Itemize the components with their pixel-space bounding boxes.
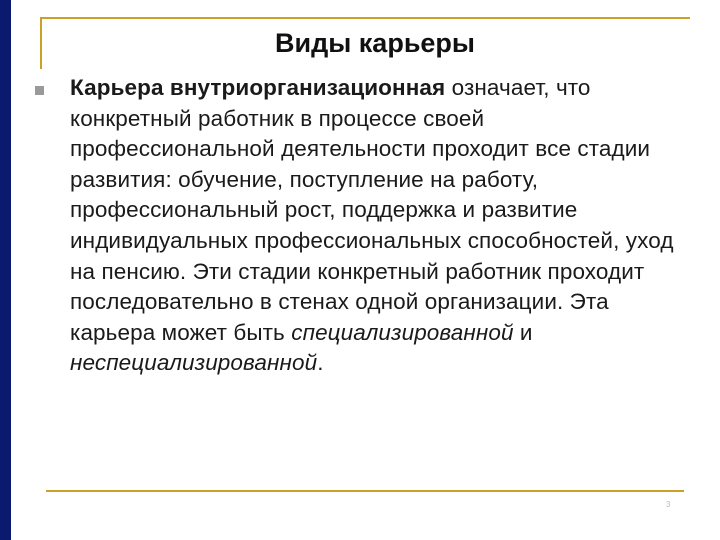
- page-number: 3: [666, 500, 671, 509]
- slide-title: Виды карьеры: [275, 28, 475, 58]
- bullet-square-icon: [35, 86, 44, 95]
- frame-bottom-line: [46, 490, 684, 492]
- bullet-term: Карьера внутриорганизационная: [70, 75, 446, 100]
- frame-top-line: [40, 17, 690, 19]
- bullet-italic-specialized: специализированной: [291, 319, 514, 345]
- bullet-end: .: [317, 350, 324, 376]
- bullet-connector: и: [513, 319, 533, 345]
- bullet-paragraph: [70, 73, 690, 379]
- bullet-italic-nonspecialized: неспециализированной: [70, 350, 318, 376]
- bullet-text: означает, что конкретный работник в процессе своей профессиональной деятельности проходит все стадии развития: обучение, поступление на работу, профессиональный рост, поддержка и развитие индивидуальных профессиональных способностей, уход на пенсию. Эти стадии конкретный работник проходит последовательно в стенах одной организации. Эта карьера может быть: [70, 75, 674, 345]
- slide-left-bar: [0, 0, 11, 540]
